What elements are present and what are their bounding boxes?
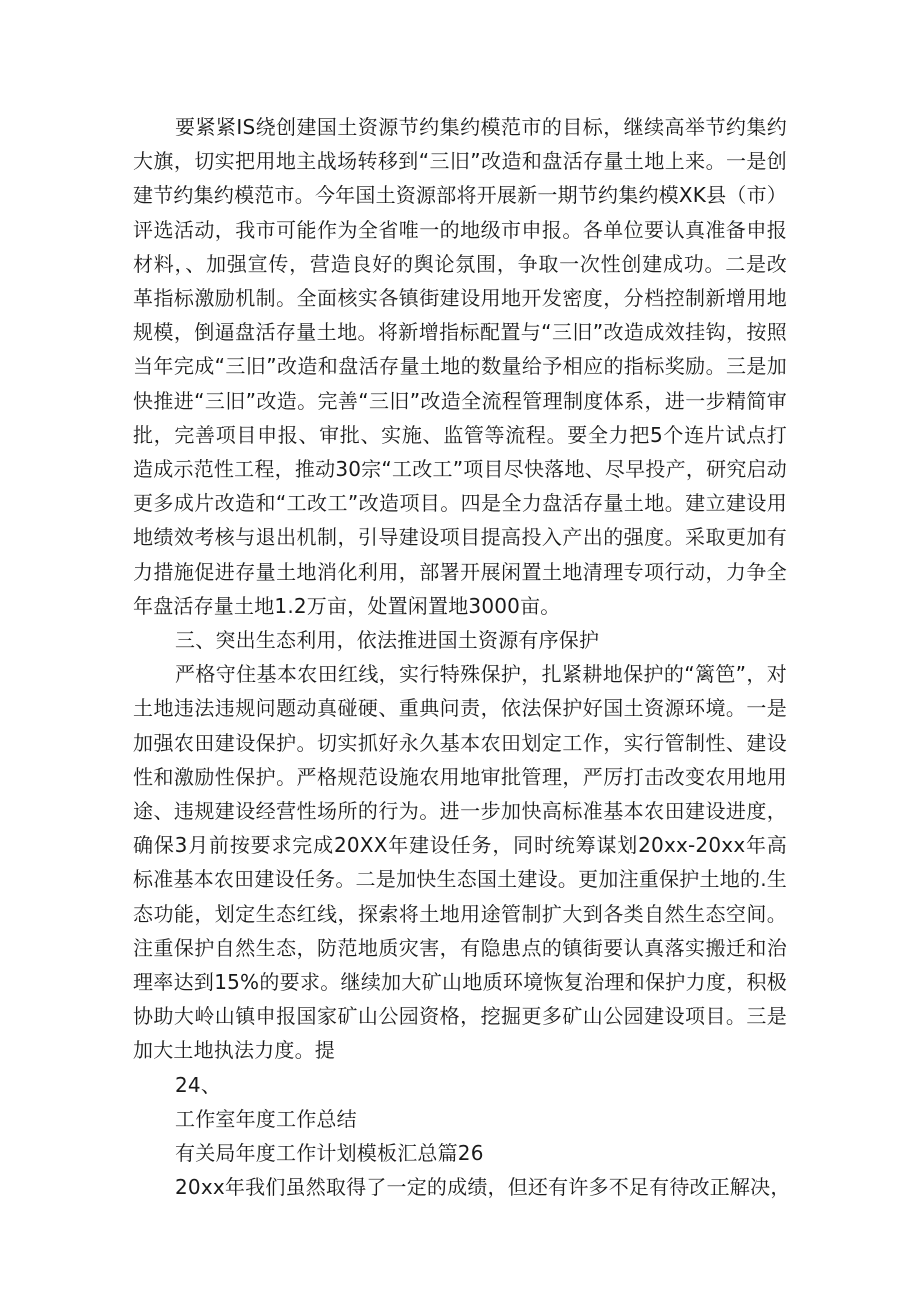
section-heading-ecological-protection: 三、突出生态利用，依法推进国土资源有序保护 [175,628,600,653]
document-body [133,110,791,1205]
page-number-line: 24、 [175,1072,222,1097]
paragraph-farmland-protection: 严格守住基本农田红线，实行特殊保护，扎紧耕地保护的“篱笆”，对土地违法违规问题动真碰硬、重典问责，依法保护好国土资源环境。一是加强农田建设保护。切实抓好永久基本农田划定工作，实行管制性、建设性和激励性保护。严格规范设施农用地审批管理，严厉打击改变农用地用途、违规建设经营性场所的行为。进一步加快高标准基本农田建设进度，确保3月前按要求完成20XX年建设任务，同时统筹谋划20xx-20xx年高标准基本农田建设任务。二是加快生态国土建设。更加注重保护土地的.生态功能，划定生态红线，探索将土地用途管制扩大到各类自然生态空间。注重保护自然生态，防范地质灾害，有隐患点的镇街要认真落实搬迁和治理率达到15%的要求。继续加大矿山地质环境恢复治理和保护力度，积极协助大岭山镇申报国家矿山公园资格，挖掘更多矿山公园建设项目。三是加大土地执法力度。提 [133,662,787,1063]
paragraph-land-saving: 要紧紧IS绕创建国土资源节约集约模范市的目标，继续高举节约集约大旗，切实把用地主战场转移到“三旧”改造和盘活存量土地上来。一是创建节约集约模范市。今年国土资源部将开展新一期节约集约模XK县（市）评选活动，我市可能作为全省唯一的地级市申报。各单位要认真准备申报材料，、加强宣传，营造良好的舆论氛围，争取一次性创建成功。二是改革指标激励机制。全面核实各镇街建设用地开发密度，分档控制新增用地规模，倒逼盘活存量土地。将新增指标配置与“三旧”改造成效挂钩，按照当年完成“三旧”改造和盘活存量土地的数量给予相应的指标奖励。三是加快推进“三旧”改造。完善“三旧”改造全流程管理制度体系，进一步精简审批，完善项目申报、审批、实施、监管等流程。要全力把5个连片试点打造成示范性工程，推动30宗“工改工”项目尽快落地、尽早投产，研究启动更多成片改造和“工改工”改造项目。四是全力盘活存量土地。建立建设用地绩效考核与退出机制，引导建设项目提高投入产出的强度。采取更加有力措施促进存量土地消化利用，部署开展闲置土地清理专项行动，力争全年盘活存量土地1.2万亩，处置闲置地3000亩。 [133,115,787,618]
title-line-studio-summary: 工作室年度工作总结 [175,1106,357,1131]
title-line-plan-template: 有关局年度工作计划模板汇总篇26 [175,1141,484,1166]
paragraph-start-achievements: 20xx年我们虽然取得了一定的成绩，但还有许多不足有待改正解决， [175,1175,791,1200]
